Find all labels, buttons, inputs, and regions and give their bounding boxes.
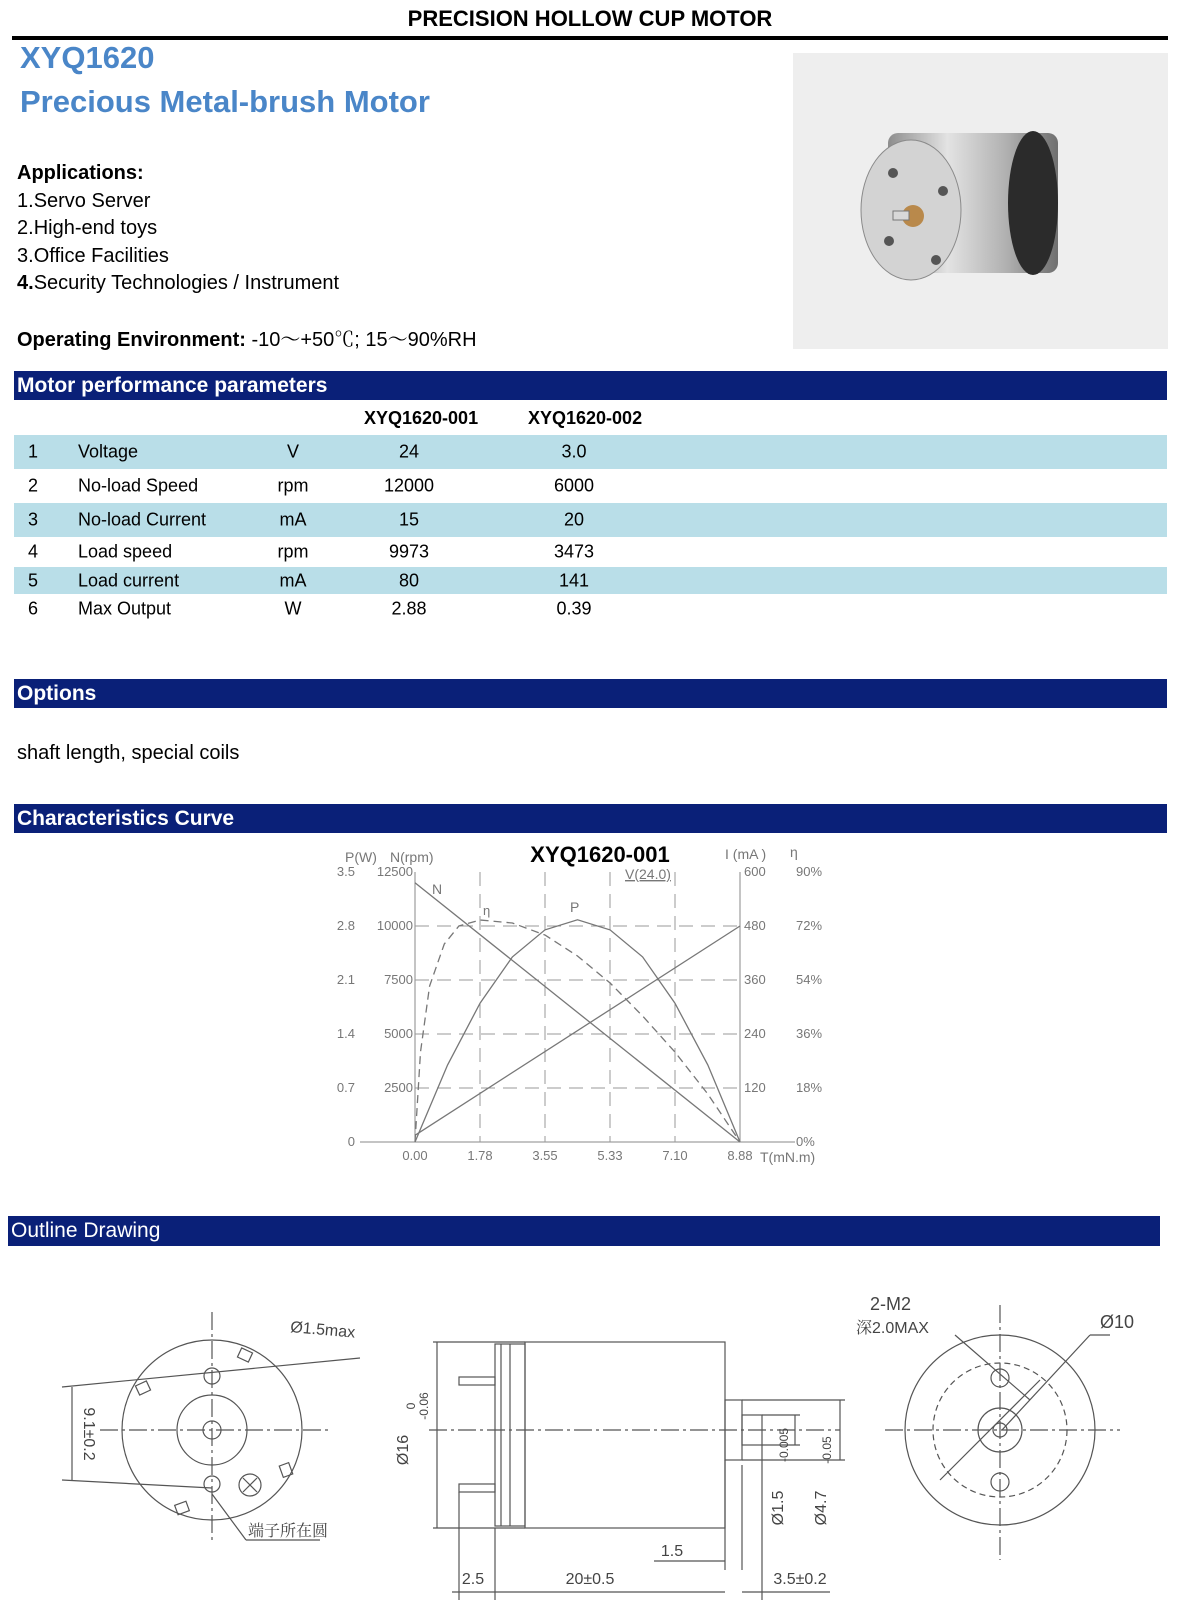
series-n-label: N [432, 881, 443, 897]
i-tick-label: 240 [744, 1026, 766, 1041]
list-item: 1.Servo Server [17, 189, 151, 212]
series-p-label: P [570, 899, 580, 915]
table-row: 1 Voltage V 24 3.0 [14, 435, 1167, 469]
right-dia-label: Ø10 [1100, 1312, 1135, 1332]
mid-dia-tol0: 0 [404, 1402, 418, 1410]
i-tick-label: 360 [744, 972, 766, 987]
mid-15-label: 1.5 [660, 1543, 684, 1560]
i-axis-label: I (mA ) [725, 846, 767, 862]
p-tick-label: 0.7 [336, 1080, 355, 1095]
eta-tick-label: 18% [796, 1080, 823, 1095]
mid-dia-tol: -0.06 [417, 1392, 431, 1420]
mid-boss-tol: -0.05 [820, 1436, 834, 1464]
mid-boss-label: Ø4.7 [813, 1490, 830, 1526]
product-subtitle: Precious Metal-brush Motor [20, 84, 430, 119]
p-tick-label: 0 [347, 1134, 355, 1149]
eta-tick-label: 36% [796, 1026, 823, 1041]
right-m2-label: 2-M2 [870, 1294, 912, 1314]
series-n-line [415, 883, 740, 1142]
table-row: 4 Load speed rpm 9973 3473 [28, 541, 595, 562]
section-options-header: Options [14, 679, 1167, 708]
chart-title: XYQ1620-001 [530, 842, 670, 867]
x-tick-label: 7.10 [662, 1148, 688, 1163]
p-tick-label: 2.1 [336, 972, 355, 987]
left-note-label: 端子所在圆 [248, 1523, 329, 1540]
p-tick-label: 3.5 [336, 864, 355, 879]
eta-tick-label: 54% [796, 972, 823, 987]
table-row: 6 Max Output W 2.88 0.39 [28, 598, 592, 619]
mid-length-label: 20±0.5 [565, 1571, 615, 1588]
n-tick-label: 5000 [384, 1026, 413, 1041]
list-item: 4.Security Technologies / Instrument [17, 272, 340, 294]
n-tick-label: 2500 [384, 1080, 413, 1095]
p-tick-label: 1.4 [336, 1026, 355, 1041]
x-axis-label: T(mN.m) [760, 1149, 816, 1165]
eta-axis-label: η [790, 844, 798, 860]
table-row: 5 Load current mA 80 141 [14, 567, 1167, 594]
eta-tick-label: 72% [796, 918, 823, 933]
environment-label: Operating Environment: [17, 329, 246, 351]
mid-shaft-label: Ø1.5 [770, 1490, 787, 1526]
x-tick-label: 8.88 [727, 1148, 753, 1163]
front-view-left [62, 1312, 360, 1540]
p-axis-label: P(W) [345, 849, 377, 865]
p-tick-label: 2.8 [336, 918, 355, 933]
voltage-label: V(24.0) [625, 866, 671, 882]
n-tick-label: 7500 [384, 972, 413, 987]
section-curve-header: Characteristics Curve [14, 804, 1167, 833]
mid-dia-label: Ø16 [395, 1434, 412, 1466]
x-tick-label: 1.78 [467, 1148, 493, 1163]
x-tick-label: 5.33 [597, 1148, 623, 1163]
front-view-right [885, 1305, 1120, 1560]
table-row: 3 No-load Current mA 15 20 [14, 503, 1167, 537]
title-rule [12, 36, 1168, 40]
page-title: PRECISION HOLLOW CUP MOTOR [407, 6, 773, 31]
table-row: 2 No-load Speed rpm 12000 6000 [28, 475, 595, 496]
x-tick-label: 0.00 [402, 1148, 428, 1163]
left-dim-label: 9.1±0.2 [80, 1407, 97, 1461]
x-tick-label: 3.55 [532, 1148, 558, 1163]
mid-25-label: 2.5 [461, 1571, 485, 1588]
n-tick-label: 12500 [376, 864, 413, 879]
section-performance-header: Motor performance parameters [14, 371, 1167, 400]
list-item: 3.Office Facilities [17, 244, 169, 267]
eta-tick-label: 90% [796, 864, 823, 879]
i-tick-label: 120 [744, 1080, 766, 1095]
applications-list [17, 160, 339, 298]
operating-environment [17, 323, 477, 352]
left-dia-label: Ø1.5max [289, 1319, 356, 1342]
side-view-middle [429, 1342, 845, 1600]
outline-drawing [0, 1240, 1180, 1615]
list-item: 2.High-end toys [17, 217, 158, 239]
eta-tick-label: 0% [796, 1134, 815, 1149]
n-tick-label: 10000 [376, 918, 413, 933]
mid-shaft-tol: -0.005 [777, 1427, 791, 1463]
options-text: shaft length, special coils [17, 742, 240, 764]
series-eta-label: η [483, 903, 491, 918]
model-number: XYQ1620 [20, 40, 155, 75]
applications-heading: Applications: [17, 162, 144, 184]
motor-photo [793, 53, 1168, 349]
mid-35-label: 3.5±0.2 [773, 1571, 827, 1588]
right-depth-label: 深2.0MAX [856, 1320, 929, 1337]
column-header-002: XYQ1620-002 [528, 408, 643, 428]
section-outline-header: Outline Drawing [8, 1216, 1160, 1246]
column-header-001: XYQ1620-001 [364, 408, 479, 428]
n-axis-label: N(rpm) [390, 849, 434, 865]
environment-value: -10～+50℃; 15～90%RH [245, 329, 477, 351]
i-tick-label: 480 [744, 918, 766, 933]
i-tick-label: 600 [744, 864, 766, 879]
